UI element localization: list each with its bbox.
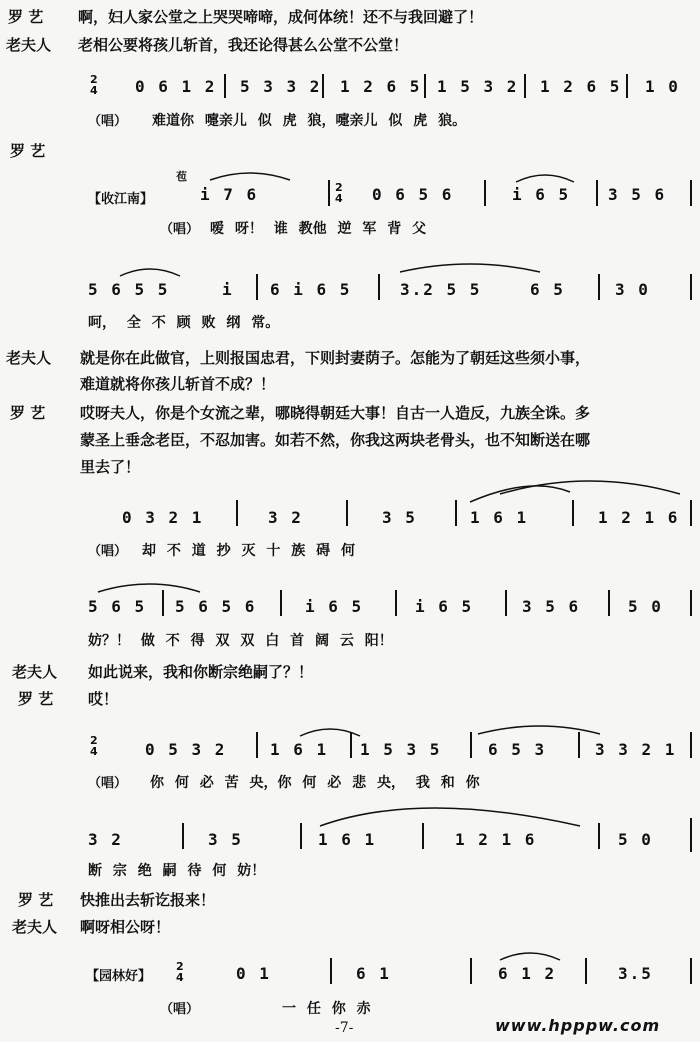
- notes: 1 5 3 5: [360, 740, 442, 759]
- dialog-line: 啊，妇人家公堂之上哭哭啼啼，成何体统！还不与我回避了！: [78, 8, 484, 26]
- notes: i: [222, 280, 234, 299]
- notes: 5 6 5 6: [175, 597, 257, 616]
- dialog-line: 如此说来，我和你断宗绝嗣了？！: [88, 663, 314, 681]
- notes: 3 0: [615, 280, 650, 299]
- notes: 1 6 1: [270, 740, 329, 759]
- notes: 6 5 3: [488, 740, 547, 759]
- notes: 0 6 1 2: [135, 77, 217, 96]
- speaker-laofuren: 老夫人: [12, 918, 58, 936]
- notes: 6 1: [356, 964, 391, 983]
- dialog-line: 哎！: [88, 690, 119, 708]
- sing-marker: （唱）: [160, 1002, 200, 1017]
- watermark: www.hpppw.com: [495, 1016, 661, 1035]
- speaker-luoyi: 罗 艺: [10, 142, 46, 160]
- dialog-line: 哎呀夫人，你是个女流之辈，哪晓得朝廷大事！自古一人造反，九族全诛。多: [80, 404, 591, 422]
- time-signature: 2 4: [90, 73, 98, 97]
- lyrics: 呵， 全 不 顾 败 纲 常。: [88, 315, 280, 331]
- notes: 1 2 6 5: [340, 77, 422, 96]
- notes: i 6 5: [305, 597, 364, 616]
- lyrics: 一 任 你 赤: [282, 1001, 371, 1017]
- notes: 5 0: [618, 830, 653, 849]
- speaker-luoyi: 罗 艺: [10, 404, 46, 422]
- notes: 5 6 5 5: [88, 280, 170, 299]
- dialog-line: 蒙圣上垂念老臣，不忍加害。如若不然，你我这两块老骨头，也不知断送在哪: [80, 431, 591, 449]
- sing-marker: （唱）: [88, 776, 128, 791]
- notes: 1 2 1 6: [455, 830, 537, 849]
- lyrics: 却 不 道 抄 灭 十 族 碍 何: [142, 543, 355, 559]
- notes: 0 3 2 1: [122, 508, 204, 527]
- notes: 6 5: [530, 280, 565, 299]
- notes: 3 2: [88, 830, 123, 849]
- time-signature: 2 4: [176, 960, 184, 984]
- sing-marker: （唱）: [88, 114, 128, 129]
- time-signature: 2 4: [90, 734, 98, 758]
- lyrics: 妨？！ 做 不 得 双 双 白 首 阔 云 阳！: [88, 633, 393, 649]
- notes: 3.5: [618, 964, 653, 983]
- notes: 3 3 2 1: [595, 740, 677, 759]
- speaker-laofuren: 老夫人: [12, 663, 58, 681]
- lyrics: 嗳 呀！ 谁 教他 逆 军 背 父: [210, 221, 427, 237]
- lyrics: 你 何 必 苦 央，你 何 必 悲 央， 我 和 你: [150, 775, 480, 791]
- notes: 3 5: [382, 508, 417, 527]
- notes: 6 i 6 5: [270, 280, 352, 299]
- notes: i 6 5: [512, 185, 571, 204]
- notes: 1 6 1: [318, 830, 377, 849]
- notes: 1 5 3 2: [437, 77, 519, 96]
- time-signature: 2 4: [335, 181, 343, 205]
- lyrics: 断 宗 绝 嗣 待 何 妨！: [88, 863, 266, 879]
- notes: i 7 6: [200, 185, 259, 204]
- sing-marker: （唱）: [88, 544, 128, 559]
- dialog-line: 就是你在此做官，上则报国忠君，下则封妻荫子。怎能为了朝廷这些须小事，: [80, 349, 591, 367]
- dialog-line: 里去了！: [80, 458, 141, 476]
- notes: 3 2: [268, 508, 303, 527]
- notes: 3 5: [208, 830, 243, 849]
- dialog-line: 老相公要将孩儿斩首，我还论得甚么公堂不公堂！: [78, 36, 409, 54]
- notes: i 6 5: [415, 597, 474, 616]
- notes: 0 1: [236, 964, 271, 983]
- sing-marker: （唱）: [160, 222, 200, 237]
- dialog-line: 快推出去斩讫报来！: [80, 891, 216, 909]
- dialog-line: 啊呀相公呀！: [80, 918, 171, 936]
- notes: 1 6 1: [470, 508, 529, 527]
- page-number: -7-: [335, 1020, 354, 1036]
- notes: 1 0: [645, 77, 680, 96]
- speaker-luoyi: 罗 艺: [8, 8, 44, 26]
- notes: 3 5 6: [608, 185, 667, 204]
- notes: 5 6 5: [88, 597, 147, 616]
- notes: 0 5 3 2: [145, 740, 227, 759]
- dialog-line: 难道就将你孩儿斩首不成？！: [80, 375, 276, 393]
- notes: 5 0: [628, 597, 663, 616]
- speaker-luoyi: 罗 艺: [18, 690, 54, 708]
- notes: 5 3 3 2: [240, 77, 322, 96]
- speaker-laofuren: 老夫人: [6, 349, 52, 367]
- notes: 3 5 6: [522, 597, 581, 616]
- notes: 3.2 5 5: [400, 280, 482, 299]
- speaker-laofuren: 老夫人: [6, 36, 52, 54]
- speaker-luoyi: 罗 艺: [18, 891, 54, 909]
- notes: 1 2 6 5: [540, 77, 622, 96]
- notes: 0 6 5 6: [372, 185, 454, 204]
- notes: 6 1 2: [498, 964, 557, 983]
- lyrics: 难道你 嚏亲儿 似 虎 狼，嚏亲儿 似 虎 狼。: [152, 113, 467, 129]
- notes: 1 2 1 6: [598, 508, 680, 527]
- qupai-label: 【园林好】: [86, 969, 152, 984]
- qupai-label: 【收江南】: [88, 192, 154, 207]
- lead-note-text: 苞: [176, 170, 187, 183]
